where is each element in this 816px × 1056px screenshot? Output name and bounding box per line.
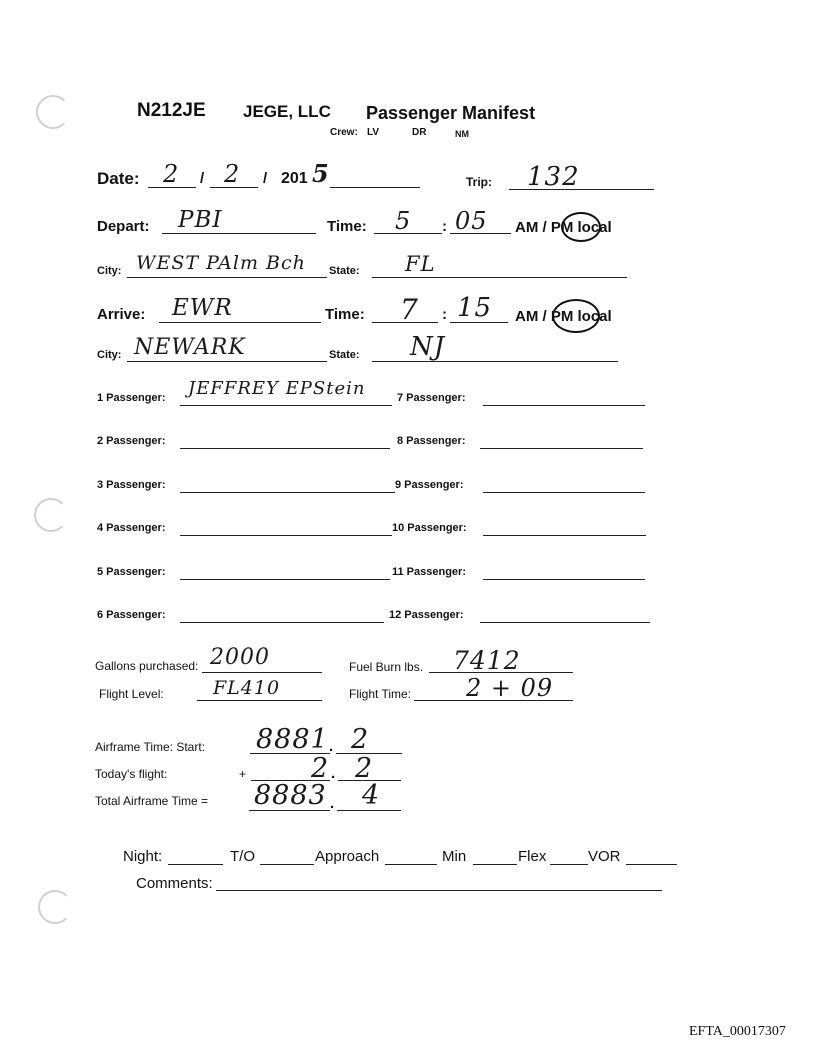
document-title: Passenger Manifest	[366, 103, 536, 123]
comments-label: Comments:	[136, 875, 213, 892]
arrive-ampm-local: AM / PM local	[515, 308, 612, 325]
flex-label: Flex	[518, 848, 547, 865]
company-name: JEGE, LLC	[243, 102, 331, 121]
night-line[interactable]	[168, 864, 223, 865]
depart-minute[interactable]: 05	[455, 207, 488, 235]
vor-line[interactable]	[626, 864, 677, 865]
total-airframe-tenth[interactable]: 4	[362, 780, 381, 811]
vor-label: VOR	[588, 848, 621, 865]
passenger-6-label: 6 Passenger:	[97, 609, 166, 621]
arrive-city-label: City:	[97, 349, 122, 361]
gallons-line	[202, 672, 322, 673]
crew-label: Crew:	[330, 127, 358, 138]
arrive-state[interactable]: NJ	[410, 332, 446, 362]
passenger-2-line[interactable]	[180, 448, 390, 449]
fuel-burn-value[interactable]: 7412	[453, 646, 521, 675]
flight-level-value[interactable]: FL410	[213, 677, 281, 699]
depart-time-label: Time:	[327, 218, 367, 235]
airframe-start-label: Airframe Time: Start:	[95, 740, 206, 754]
comments-line[interactable]	[216, 890, 662, 891]
total-airframe-label: Total Airframe Time =	[95, 794, 209, 808]
takeoff-label: T/O	[230, 848, 255, 865]
passenger-4-line[interactable]	[180, 535, 392, 536]
depart-city-label: City:	[97, 265, 122, 277]
passenger-1-label: 1 Passenger:	[97, 392, 166, 404]
approach-line[interactable]	[385, 864, 437, 865]
trip-label: Trip:	[466, 175, 492, 189]
passenger-12-label: 12 Passenger:	[389, 609, 464, 621]
arrive-city-line	[127, 361, 327, 362]
depart-time-colon: :	[442, 218, 447, 235]
airframe-start-whole[interactable]: 8881	[256, 724, 329, 755]
passenger-2-label: 2 Passenger:	[97, 435, 166, 447]
gallons-value[interactable]: 2000	[210, 645, 270, 670]
arrive-state-label: State:	[329, 349, 360, 361]
today-flight-label: Today's flight:	[95, 767, 168, 781]
today-flight-tenth[interactable]: 2	[355, 753, 374, 784]
passenger-12-line[interactable]	[480, 622, 650, 623]
passenger-1-line	[180, 405, 392, 406]
depart-label: Depart:	[97, 218, 150, 235]
today-flight-decimal: .	[331, 765, 336, 782]
passenger-4-label: 4 Passenger:	[97, 522, 166, 534]
passenger-7-line[interactable]	[483, 405, 645, 406]
arrive-minute[interactable]: 15	[457, 293, 493, 323]
date-day[interactable]: 2	[224, 160, 241, 188]
gallons-label: Gallons purchased:	[95, 659, 199, 673]
airframe-start-decimal: .	[329, 738, 334, 755]
depart-city[interactable]: WEST PAlm Bch	[136, 252, 306, 274]
passenger-5-line[interactable]	[180, 579, 390, 580]
arrive-time-label: Time:	[325, 306, 365, 323]
depart-state[interactable]: FL	[405, 252, 436, 276]
date-label: Date:	[97, 169, 140, 188]
arrive-pm-circle	[552, 299, 600, 333]
airframe-start-tenth[interactable]: 2	[351, 724, 370, 755]
depart-ampm-local: AM / PM local	[515, 219, 612, 236]
depart-airport[interactable]: PBI	[178, 207, 223, 233]
depart-airport-line	[162, 233, 316, 234]
date-slash-2: /	[263, 170, 268, 187]
crew-member-2: DR	[412, 127, 427, 138]
arrive-city[interactable]: NEWARK	[134, 335, 246, 360]
date-year-handwritten[interactable]: 5	[312, 159, 330, 188]
binder-hole-bottom	[38, 890, 72, 924]
depart-hour[interactable]: 5	[395, 207, 412, 235]
night-label: Night:	[123, 848, 163, 865]
flex-line[interactable]	[550, 864, 588, 865]
today-flight-whole[interactable]: 2	[311, 753, 330, 784]
date-slash-1: /	[200, 170, 205, 187]
flight-time-value[interactable]: 2 + 09	[466, 674, 554, 702]
arrive-label: Arrive:	[97, 306, 146, 323]
arrive-airport-line	[159, 322, 321, 323]
flight-level-line	[197, 700, 322, 701]
fuel-burn-label: Fuel Burn lbs.	[349, 660, 424, 674]
total-airframe-decimal: .	[330, 795, 335, 812]
passenger-6-line[interactable]	[180, 622, 384, 623]
passenger-9-label: 9 Passenger:	[395, 479, 464, 491]
min-line[interactable]	[473, 864, 517, 865]
passenger-10-line[interactable]	[483, 535, 646, 536]
flight-time-label: Flight Time:	[349, 687, 412, 701]
depart-city-line	[127, 277, 327, 278]
depart-state-line	[372, 277, 627, 278]
passenger-1-name[interactable]: JEFFREY EPStein	[188, 378, 366, 399]
arrive-state-line	[372, 361, 618, 362]
flight-level-label: Flight Level:	[99, 687, 164, 701]
trip-number[interactable]: 132	[527, 162, 580, 192]
passenger-3-line[interactable]	[180, 492, 395, 493]
approach-label: Approach	[315, 848, 380, 865]
passenger-8-line[interactable]	[480, 448, 643, 449]
binder-hole-middle	[34, 498, 68, 532]
binder-hole-top	[36, 95, 70, 129]
takeoff-line[interactable]	[260, 864, 314, 865]
passenger-9-line[interactable]	[483, 492, 645, 493]
depart-state-label: State:	[329, 265, 360, 277]
crew-member-3: NM	[455, 129, 469, 139]
tail-number: N212JE	[137, 100, 206, 121]
min-label: Min	[442, 848, 467, 865]
document-id: EFTA_00017307	[689, 1024, 786, 1039]
crew-member-1: LV	[367, 127, 380, 138]
passenger-11-label: 11 Passenger:	[392, 566, 466, 578]
arrive-airport[interactable]: EWR	[172, 295, 233, 321]
passenger-3-label: 3 Passenger:	[97, 479, 166, 491]
total-airframe-whole[interactable]: 8883	[254, 780, 327, 811]
date-year-line	[330, 187, 420, 188]
date-year-printed: 201	[281, 170, 308, 187]
arrive-hour[interactable]: 7	[400, 293, 419, 326]
passenger-5-label: 5 Passenger:	[97, 566, 166, 578]
passenger-10-label: 10 Passenger:	[392, 522, 467, 534]
today-flight-plus: +	[239, 767, 247, 781]
depart-pm-circle	[561, 212, 601, 242]
passenger-11-line[interactable]	[483, 579, 645, 580]
passenger-7-label: 7 Passenger:	[397, 392, 466, 404]
date-month[interactable]: 2	[163, 160, 180, 188]
arrive-time-colon: :	[442, 306, 447, 323]
passenger-8-label: 8 Passenger:	[397, 435, 466, 447]
